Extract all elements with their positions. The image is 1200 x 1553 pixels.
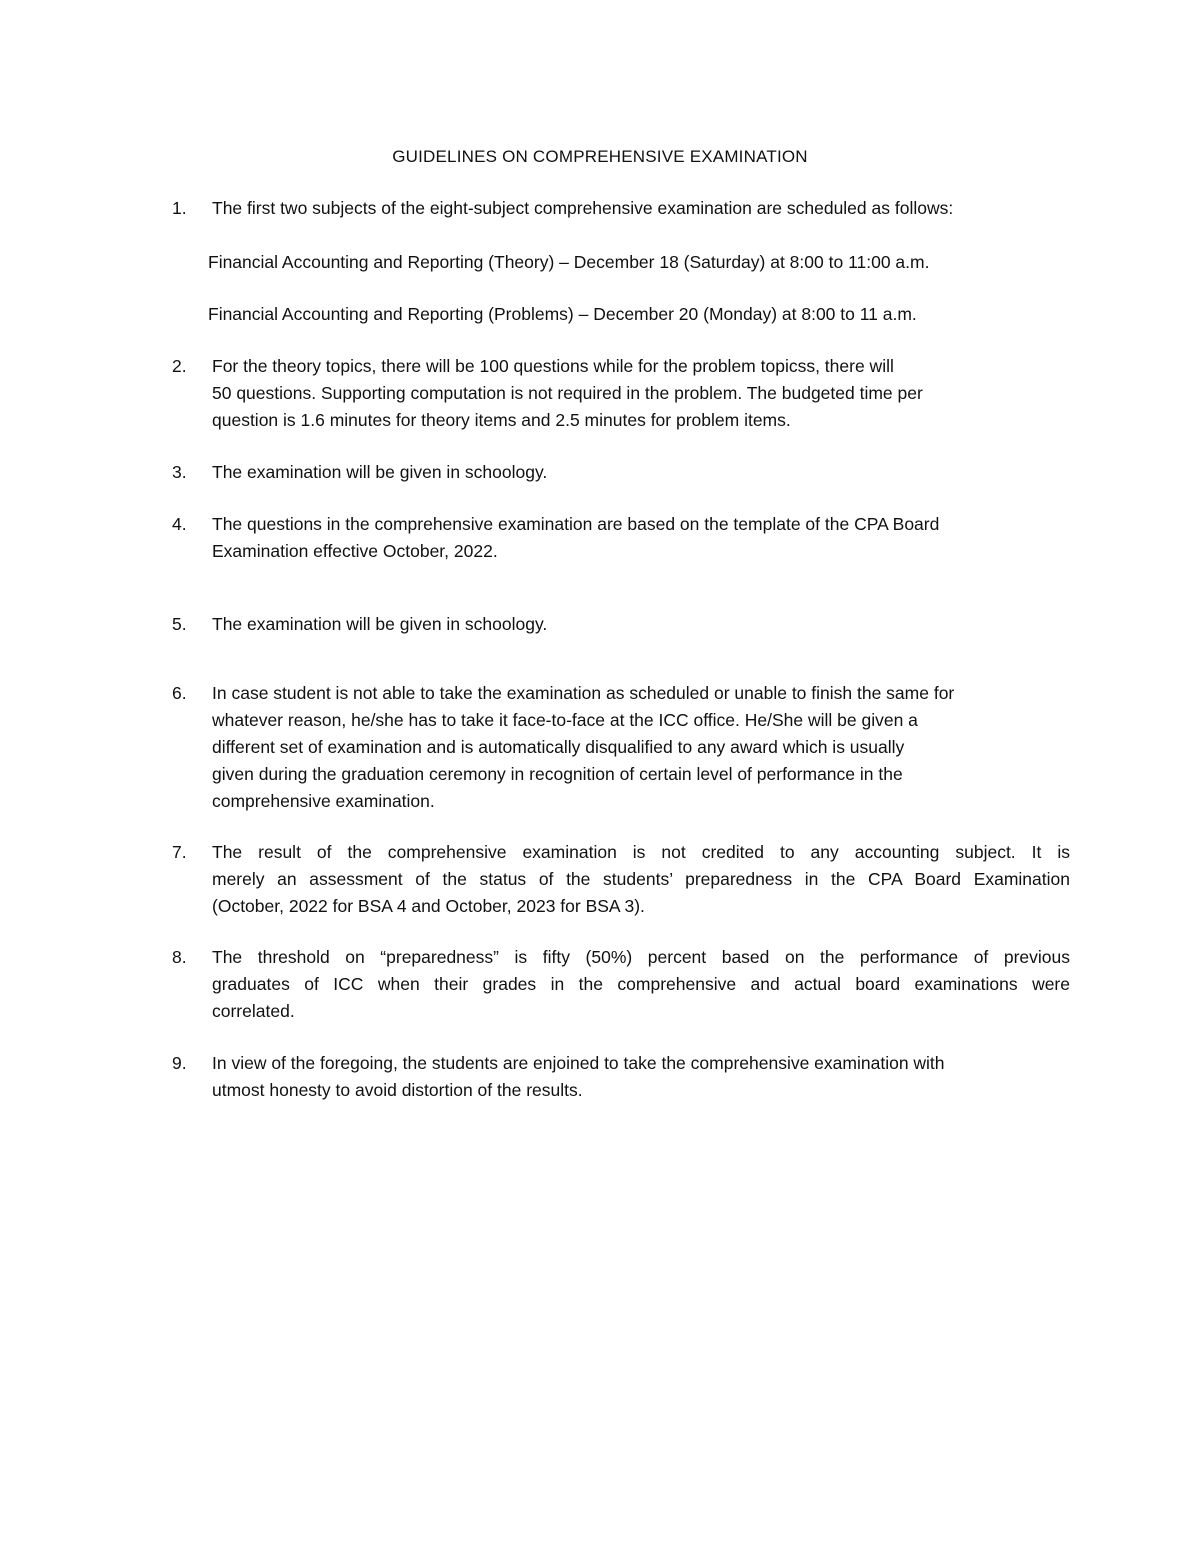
item-text bbox=[212, 611, 1070, 638]
item-line: given during the graduation ceremony in recognition of certain level of performance in the bbox=[212, 764, 903, 784]
item-text bbox=[212, 839, 1070, 920]
guideline-item-9 bbox=[172, 1050, 1072, 1104]
item-line: merely an assessment of the status of the students’ preparedness in the CPA Board Examination bbox=[212, 869, 1070, 889]
guideline-item-7 bbox=[172, 839, 1072, 920]
item-line: (October, 2022 for BSA 4 and October, 2023 for BSA 3). bbox=[212, 896, 645, 916]
item-line: correlated. bbox=[212, 1001, 295, 1021]
item-text bbox=[212, 511, 1070, 565]
item-number: 2. bbox=[172, 356, 187, 376]
item-line: The threshold on “preparedness” is fifty (50%) percent based on the performance of previous bbox=[212, 947, 1070, 967]
item-text bbox=[212, 353, 1070, 434]
item-number: 5. bbox=[172, 614, 187, 634]
document-title: GUIDELINES ON COMPREHENSIVE EXAMINATION bbox=[392, 147, 808, 166]
guideline-item-6 bbox=[172, 680, 1072, 815]
guideline-item-1 bbox=[172, 195, 1072, 222]
item-line: utmost honesty to avoid distortion of the results. bbox=[212, 1080, 583, 1100]
item-text bbox=[212, 1050, 1070, 1104]
item-number: 4. bbox=[172, 514, 187, 534]
item-text bbox=[212, 680, 1070, 815]
item-number: 7. bbox=[172, 842, 187, 862]
item-text bbox=[212, 195, 1070, 222]
item-line: comprehensive examination. bbox=[212, 791, 435, 811]
item-line: different set of examination and is automatically disqualified to any award which is usually bbox=[212, 737, 905, 757]
item-number: 8. bbox=[172, 947, 187, 967]
item-line: The examination will be given in schoology. bbox=[212, 462, 548, 482]
item-line: The result of the comprehensive examination is not credited to any accounting subject. It is bbox=[212, 842, 1070, 862]
item-line: whatever reason, he/she has to take it face-to-face at the ICC office. He/She will be given a bbox=[212, 710, 918, 730]
guideline-item-8 bbox=[172, 944, 1072, 1025]
item-line: The questions in the comprehensive examination are based on the template of the CPA Board bbox=[212, 514, 940, 534]
item-number: 9. bbox=[172, 1053, 187, 1073]
guideline-item-5 bbox=[172, 611, 1072, 638]
item-text bbox=[212, 459, 1070, 486]
item-line: graduates of ICC when their grades in the comprehensive and actual board examinations were bbox=[212, 974, 1070, 994]
item-line: In view of the foregoing, the students are enjoined to take the comprehensive examination with bbox=[212, 1053, 945, 1073]
schedule-theory: Financial Accounting and Reporting (Theory) – December 18 (Saturday) at 8:00 to 11:00 a.m. bbox=[208, 252, 930, 272]
item-number: 3. bbox=[172, 462, 187, 482]
item-line: The examination will be given in schoology. bbox=[212, 614, 548, 634]
item-text bbox=[212, 944, 1070, 1025]
guideline-item-2 bbox=[172, 353, 1072, 434]
item-line: 50 questions. Supporting computation is not required in the problem. The budgeted time per bbox=[212, 383, 923, 403]
item-line: Examination effective October, 2022. bbox=[212, 541, 498, 561]
item-line: In case student is not able to take the examination as scheduled or unable to finish the same for bbox=[212, 683, 955, 703]
guideline-item-4 bbox=[172, 511, 1072, 565]
item-line: The first two subjects of the eight-subject comprehensive examination are scheduled as follows: bbox=[212, 198, 954, 218]
schedule-problems: Financial Accounting and Reporting (Problems) – December 20 (Monday) at 8:00 to 11 a.m. bbox=[208, 304, 917, 324]
item-line: question is 1.6 minutes for theory items and 2.5 minutes for problem items. bbox=[212, 410, 791, 430]
item-line: For the theory topics, there will be 100 questions while for the problem topicss, there will bbox=[212, 356, 894, 376]
guideline-item-3 bbox=[172, 459, 1072, 486]
item-number: 6. bbox=[172, 683, 187, 703]
item-number: 1. bbox=[172, 198, 187, 218]
